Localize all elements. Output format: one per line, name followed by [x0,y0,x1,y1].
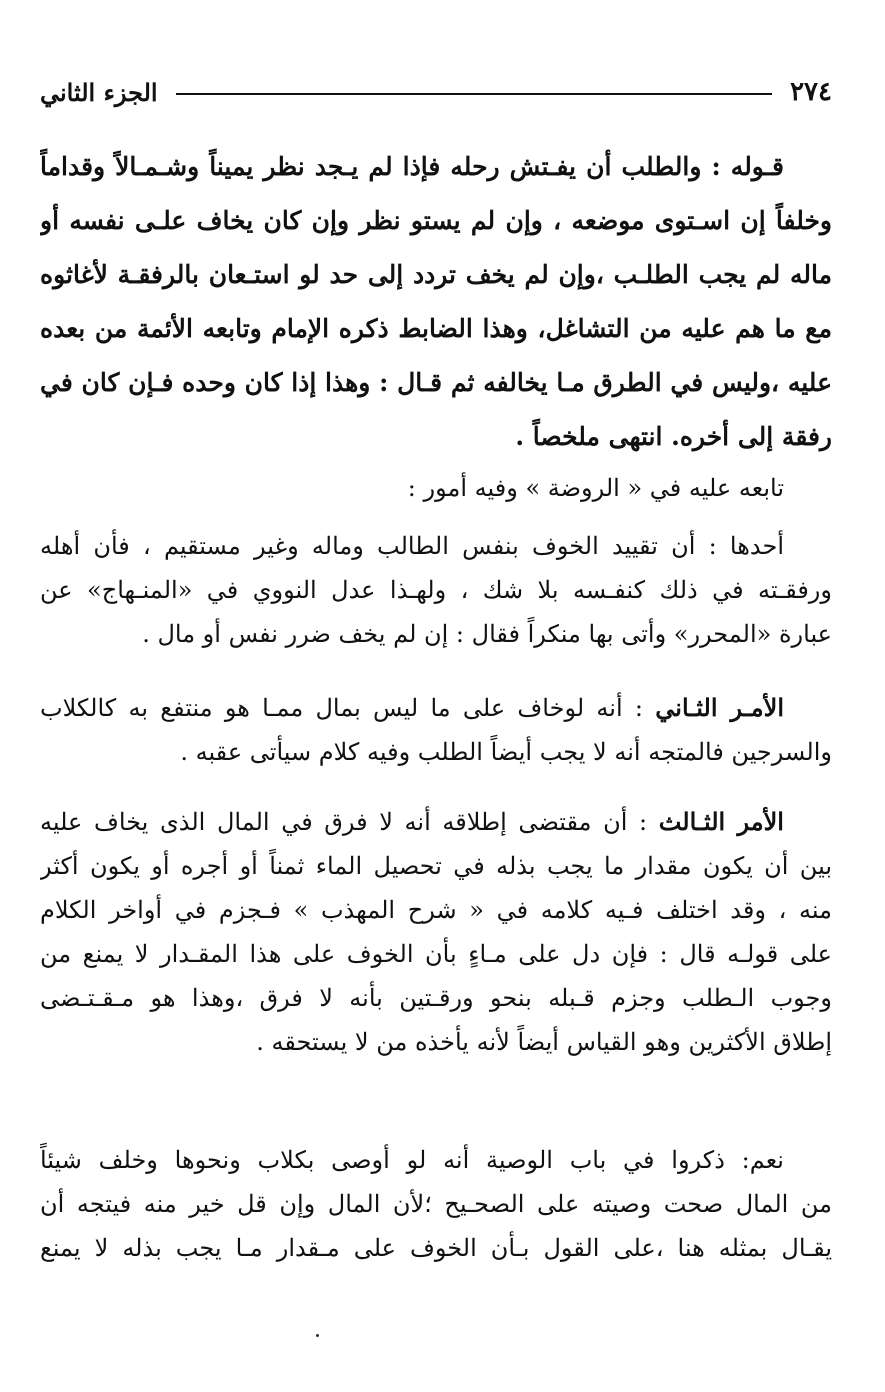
point-heading: الأمـر الثـاني [655,693,784,722]
text-span: : أنه لوخاف على ما ليس بمال ممـا هو منتفع به كالكلاب [40,694,656,722]
text-line: نعم: ذكروا في باب الوصية أنه لو أوصى بكلاب ونحوها وخلف شيئاً [40,1146,784,1174]
text-line [40,686,832,730]
paragraph-first-point [40,524,832,656]
text-line: على قولـه قال : فإن دل على مـاءٍ بأن الخوف على هذا المقـدار لا يمنع من [40,940,832,968]
paragraph-third-point [40,800,832,1064]
page-number: ٢٧٤ [790,77,832,107]
point-heading: الأمر الثـالث [658,807,784,836]
text-line: بين أن يكون مقدار ما يجب بذله في تحصيل الماء ثمناً أو أجره أو يكون أكثر [40,852,832,880]
text-line: منه ، وقد اختلف فـيه كلامه في « شرح المهذب » فـجزم في أواخر الكلام [40,896,832,924]
text-line: أحدها : أن تقييد الخوف بنفس الطالب وماله وغير مستقيم ، فأن أهله [40,532,784,560]
page-header [40,72,832,112]
text-line: وخلفاً إن اسـتوى موضعه ، وإن لم يستو نظر وإن كان يخاف علـى نفسه أو [40,206,832,235]
text-line: تابعه عليه في « الروضة » وفيه أمور : [407,474,784,502]
text-line: إطلاق الأكثرين وهو القياس أيضاً لأنه يأخذه من لا يستحقه . [256,1028,832,1056]
text-line: قـوله : والطلب أن يفـتش رحله فإذا لم يـجد نظر يميناً وشـمـالاً وقداماً [40,152,784,181]
text-line: من المال صحت وصيته على الصحـيح ؛لأن المال وإن قل خير منه فيتجه أن [40,1190,832,1218]
text-line: عليه ،وليس في الطرق مـا يخالفه ثم قـال : وهذا إذا كان وحده فـإن كان في [40,368,832,397]
paragraph-quote [40,140,832,464]
text-line: والسرجين فالمتجه أنه لا يجب أيضاً الطلب وفيه كلام سيأتى عقبه . [180,738,832,766]
text-span: : أن مقتضى إطلاقه أنه لا فرق في المال الذى يخاف عليه [40,808,659,836]
text-line: ورفقـته في ذلك كنفـسه بلا شك ، ولهـذا عدل النووي في «المنـهاج» عن [40,576,832,604]
text-line: رفقة إلى أخره. انتهى ملخصاً . [515,422,832,451]
text-line: عبارة «المحرر» وأتى بها منكراً فقال : إن لم يخف ضرر نفس أو مال . [142,620,832,648]
text-line: وجوب الـطلب وجزم قـبله بنحو ورقـتين بأنه لا فرق ،وهذا هو مـقـتـضى [40,984,832,1012]
paragraph-intro [40,466,832,510]
text-line: ماله لم يجب الطلـب ،وإن لم يخف تردد إلى حد لو استـعان بالرفقـة لأغاثوه [40,260,832,289]
header-rule [176,93,773,95]
paragraph-bequest [40,1138,832,1270]
text-line [40,800,832,844]
text-line: يقـال بمثله هنا ،على القول بـأن الخوف على مـقدار مـا يجب بذله لا يمنع [40,1234,832,1262]
text-line: مع ما هم عليه من التشاغل، وهذا الضابط ذكره الإمام وتابعه الأئمة من بعده [40,314,832,343]
paragraph-second-point [40,686,832,774]
print-speck [316,1334,319,1337]
running-title: الجزء الثاني [40,77,158,107]
